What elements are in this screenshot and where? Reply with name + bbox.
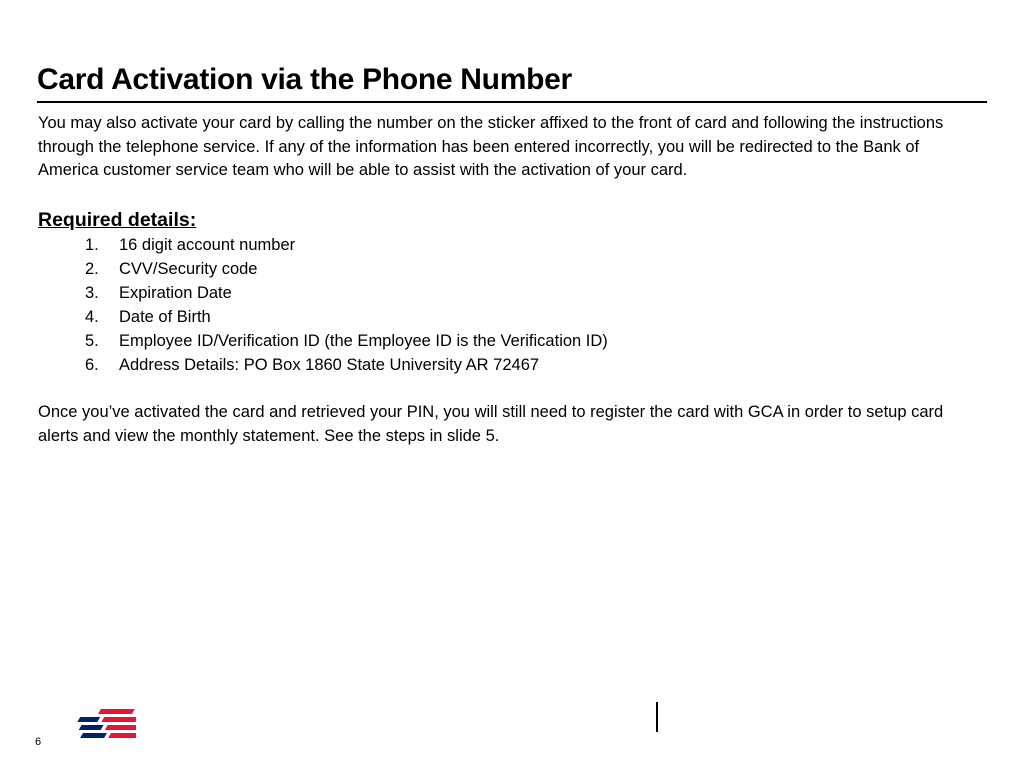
slide-title: Card Activation via the Phone Number <box>37 63 572 96</box>
list-item-text: 16 digit account number <box>119 236 296 255</box>
list-item <box>85 305 983 329</box>
list-item-text: Expiration Date <box>119 284 232 303</box>
title-underline <box>37 101 987 103</box>
list-item <box>85 353 983 377</box>
logo-graphic <box>62 707 136 749</box>
list-item-number: 2. <box>85 260 99 279</box>
logo-red-stripe <box>105 725 136 730</box>
intro-paragraph: You may also activate your card by calling the number on the sticker affixed to the front of card and following the instructions through the telephone service. If any of the information has been entered incorrectly, you will be redirected to the Bank of America customer service team who will be able to assist with the activation of your card. <box>38 114 944 180</box>
required-details-heading: Required details: <box>38 209 197 232</box>
list-item-number: 6. <box>85 356 99 375</box>
closing-paragraph: Once you’ve activated the card and retrieved your PIN, you will still need to register the card with GCA in order to setup card alerts and view the monthly statement. See the steps in slide 5. <box>38 403 944 445</box>
list-item <box>85 281 983 305</box>
list-item-number: 4. <box>85 308 99 327</box>
list-item-number: 5. <box>85 332 99 351</box>
bank-of-america-flag-icon <box>62 707 136 754</box>
list-item-number: 1. <box>85 236 99 255</box>
logo-blue-stripe <box>80 733 107 738</box>
footer-divider <box>656 702 658 732</box>
required-details-list <box>38 233 983 377</box>
list-item <box>85 257 983 281</box>
list-item-text: Date of Birth <box>119 308 211 327</box>
list-item-number: 3. <box>85 284 99 303</box>
logo-red-stripe <box>108 733 136 738</box>
list-item-text: Employee ID/Verification ID (the Employee ID is the Verification ID) <box>119 332 608 351</box>
logo-red-stripe <box>98 709 135 714</box>
list-item <box>85 329 983 353</box>
logo-red-stripe <box>101 717 136 722</box>
page-number: 6 <box>35 736 42 748</box>
slide-body <box>38 112 983 449</box>
list-item <box>85 233 983 257</box>
list-item-text: Address Details: PO Box 1860 State University AR 72467 <box>119 356 540 375</box>
logo-blue-stripe <box>77 717 100 722</box>
list-item-text: CVV/Security code <box>119 260 258 279</box>
logo-blue-stripe <box>79 725 104 730</box>
